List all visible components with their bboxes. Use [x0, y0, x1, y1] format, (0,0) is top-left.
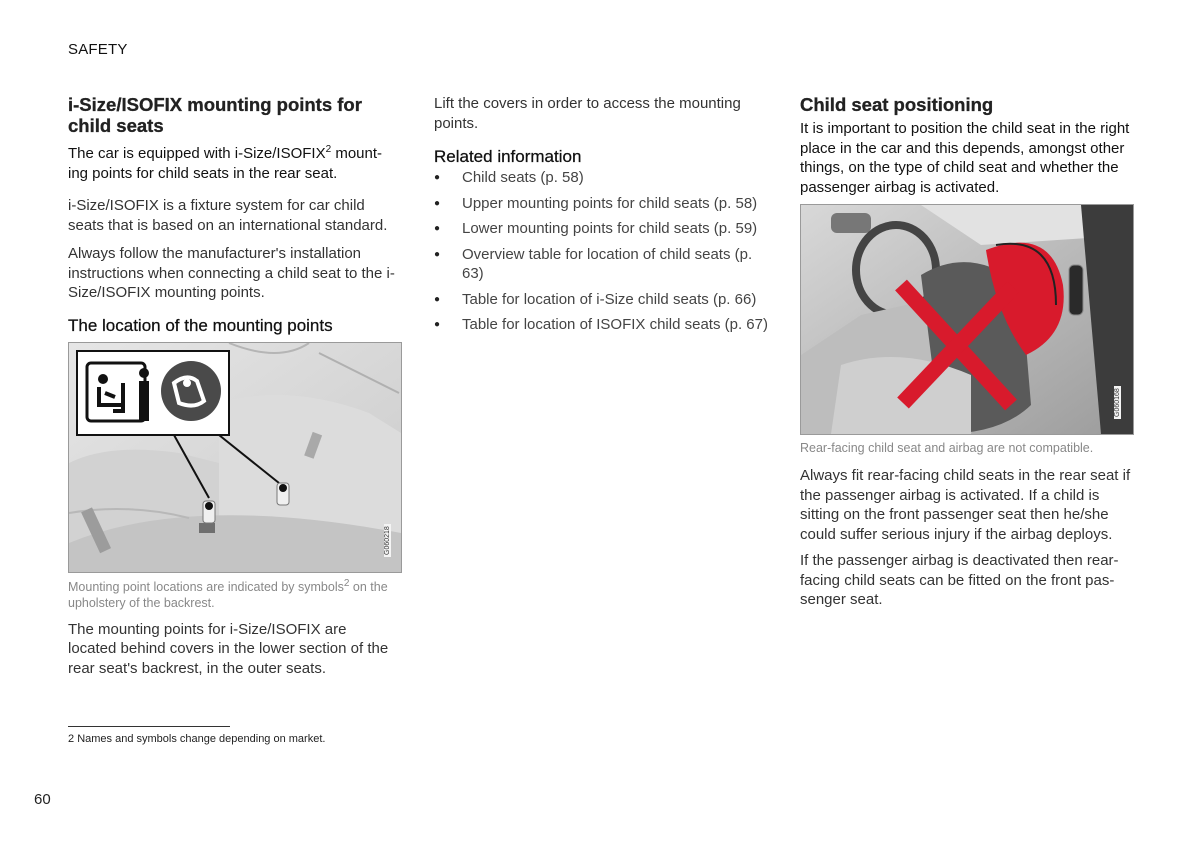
footnote-text: Names and symbols change depending on market.	[77, 733, 326, 745]
related-info-heading: Related information	[434, 147, 582, 166]
column-positioning	[800, 94, 1135, 610]
positioning-intro: It is important to position the child seat in the right place in the car and this depends, amongst other things, on the type of child seat and whether the passenger airbag is activated.	[800, 120, 1130, 196]
footnote-ref: 2	[343, 577, 350, 589]
footnote-ref: 2	[325, 144, 332, 155]
rear-seat-figure	[68, 342, 402, 573]
related-link-lower-mounting[interactable]: ● Lower mounting points for child seats (p. 59)	[434, 219, 769, 239]
section-label: SAFETY	[68, 41, 128, 58]
related-link-overview-table[interactable]: ● Overview table for location of child seats (p. 63)	[434, 245, 769, 284]
positioning-para-front: If the passenger airbag is deactivated then rear-facing child seats can be fitted on the front pas-senger seat.	[800, 552, 1119, 608]
figure-code: G060168	[1114, 388, 1121, 417]
figure-caption	[68, 579, 398, 611]
airbag-figure	[800, 204, 1134, 435]
footnote-number: 2	[68, 733, 75, 745]
isofix-intro-text-end: mount-ing points for child seats in the rear seat.	[68, 145, 383, 182]
caption-text-end: on the upholstery of the backrest.	[68, 579, 388, 610]
isofix-intro-text: The car is equipped with i-Size/ISOFIX	[68, 145, 326, 162]
isofix-para-location: The mounting points for i-Size/ISOFIX are located behind covers in the lower section of the rear seat's backrest, in the outer seats.	[68, 620, 389, 677]
page-number: 60	[34, 791, 51, 808]
related-info-list	[434, 168, 769, 335]
airbag-illustration	[801, 205, 1133, 434]
rear-seat-illustration	[69, 343, 401, 572]
related-link-isize-table[interactable]: ● Table for location of i-Size child seats (p. 66)	[434, 290, 769, 310]
column-isofix	[68, 94, 398, 678]
related-link-child-seats[interactable]: ● Child seats (p. 58)	[434, 168, 769, 188]
mounting-points-subheading: The location of the mounting points	[68, 315, 333, 335]
related-link-isofix-table[interactable]: ● Table for location of ISOFIX child seats (p. 67)	[434, 315, 769, 335]
covers-para: Lift the covers in order to access the mounting points.	[434, 95, 741, 132]
positioning-para-rear: Always fit rear-facing child seats in the rear seat if the passenger airbag is activated. If a child is sitting on the front passenger seat then he/she could suffer serious injury if the airbag deploys.	[800, 467, 1131, 543]
isofix-para-standard: i-Size/ISOFIX is a fixture system for car child seats that is based on an international standard.	[68, 197, 388, 234]
isofix-para-instructions: Always follow the manufacturer's installation instructions when connecting a child seat to the i-Size/ISOFIX mounting points.	[68, 245, 395, 301]
airbag-figure-caption: Rear-facing child seat and airbag are not compatible.	[800, 441, 1094, 455]
footnote-divider	[68, 726, 230, 727]
caption-text: Mounting point locations are indicated by symbols	[68, 579, 344, 594]
footnote	[68, 733, 325, 745]
isofix-heading: i-Size/ISOFIX mounting points for child seats	[68, 94, 362, 136]
figure-code: G060218	[384, 525, 391, 555]
isofix-intro	[68, 144, 398, 183]
positioning-heading: Child seat positioning	[800, 94, 994, 115]
related-link-upper-mounting[interactable]: ● Upper mounting points for child seats (p. 58)	[434, 194, 769, 214]
column-related	[434, 94, 769, 335]
